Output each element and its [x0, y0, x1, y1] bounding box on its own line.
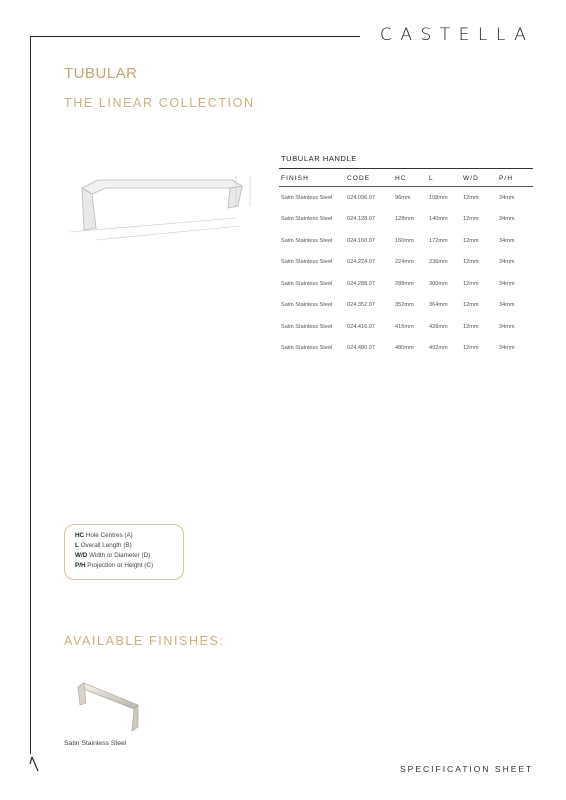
cell-ph: 34mm — [499, 194, 515, 201]
cell-wd: 12mm — [463, 194, 479, 201]
cell-finish: Satin Stainless Steel — [281, 237, 333, 244]
table-row — [279, 252, 533, 274]
table-row — [279, 187, 533, 209]
table-row — [279, 273, 533, 295]
cell-wd: 12mm — [463, 280, 479, 287]
cell-code: 024.352.07 — [347, 302, 375, 309]
column-header-ph: P/H — [497, 169, 533, 187]
brand-logo: CASTELLA — [380, 25, 535, 45]
column-header-code: CODE — [345, 169, 393, 187]
cell-ph: 34mm — [499, 302, 515, 309]
cell-finish: Satin Stainless Steel — [281, 194, 333, 201]
cell-code: 024.288.07 — [347, 280, 375, 287]
column-header-wd: W/D — [461, 169, 497, 187]
legend-text: Overall Length (B) — [80, 542, 132, 549]
table-row — [279, 230, 533, 252]
cell-finish: Satin Stainless Steel — [281, 345, 333, 352]
spec-table-header-row — [279, 169, 533, 187]
spec-table-title: TUBULAR HANDLE — [281, 154, 357, 163]
spec-table — [279, 168, 533, 359]
table-row — [279, 338, 533, 360]
footer-text: SPECIFICATION SHEET — [400, 764, 534, 774]
dimension-legend — [64, 524, 184, 580]
cell-ph: 34mm — [499, 237, 515, 244]
cell-l: 236mm — [429, 259, 448, 266]
table-row — [279, 316, 533, 338]
cell-code: 024.480.07 — [347, 345, 375, 352]
cell-l: 492mm — [429, 345, 448, 352]
cell-code: 024.224.07 — [347, 259, 375, 266]
satin-stainless-steel-handle-image — [68, 677, 148, 737]
legend-text: Width or Diameter (D) — [89, 552, 151, 559]
cell-code: 024.416.07 — [347, 323, 375, 330]
castella-a-logo-icon — [24, 756, 40, 772]
cell-hc: 480mm — [395, 345, 414, 352]
page-title: TUBULAR — [64, 65, 138, 82]
frame-top-line — [30, 36, 360, 37]
cell-hc: 416mm — [395, 323, 414, 330]
cell-finish: Satin Stainless Steel — [281, 259, 333, 266]
frame-left-line — [30, 36, 31, 754]
column-header-l: L — [427, 169, 461, 187]
cell-l: 364mm — [429, 302, 448, 309]
cell-l: 140mm — [429, 216, 448, 223]
cell-l: 108mm — [429, 194, 448, 201]
cell-l: 428mm — [429, 323, 448, 330]
cell-wd: 12mm — [463, 345, 479, 352]
legend-item — [75, 541, 183, 551]
cell-ph: 34mm — [499, 259, 515, 266]
column-header-hc: HC — [393, 169, 427, 187]
cell-ph: 34mm — [499, 280, 515, 287]
legend-abbr: P/H — [75, 562, 86, 569]
legend-item — [75, 551, 183, 561]
finishes-heading: AVAILABLE FINISHES: — [64, 634, 225, 648]
table-row — [279, 209, 533, 231]
cell-l: 300mm — [429, 280, 448, 287]
legend-abbr: L — [75, 542, 79, 549]
finish-label: Satin Stainless Steel — [64, 740, 127, 747]
legend-abbr: HC — [75, 532, 85, 539]
cell-finish: Satin Stainless Steel — [281, 302, 333, 309]
cell-finish: Satin Stainless Steel — [281, 216, 333, 223]
cell-wd: 12mm — [463, 323, 479, 330]
cell-hc: 288mm — [395, 280, 414, 287]
cell-wd: 12mm — [463, 216, 479, 223]
cell-ph: 34mm — [499, 216, 515, 223]
cell-wd: 12mm — [463, 302, 479, 309]
cell-ph: 34mm — [499, 323, 515, 330]
legend-text: Projection or Height (C) — [87, 562, 154, 569]
cell-wd: 12mm — [463, 259, 479, 266]
cell-hc: 160mm — [395, 237, 414, 244]
cell-hc: 96mm — [395, 194, 411, 201]
legend-text: Hole Centres (A) — [85, 532, 133, 539]
page-subtitle: THE LINEAR COLLECTION — [64, 96, 255, 110]
cell-code: 024.160.07 — [347, 237, 375, 244]
cell-code: 024.128.07 — [347, 216, 375, 223]
cell-l: 172mm — [429, 237, 448, 244]
legend-abbr: W/D — [75, 552, 88, 559]
cell-code: 024.096.07 — [347, 194, 375, 201]
cell-ph: 34mm — [499, 345, 515, 352]
legend-item — [75, 531, 183, 541]
handle-technical-drawing — [60, 170, 260, 250]
cell-finish: Satin Stainless Steel — [281, 323, 333, 330]
cell-wd: 12mm — [463, 237, 479, 244]
legend-item — [75, 561, 183, 571]
table-row — [279, 295, 533, 317]
cell-hc: 224mm — [395, 259, 414, 266]
cell-finish: Satin Stainless Steel — [281, 280, 333, 287]
cell-hc: 128mm — [395, 216, 414, 223]
column-header-finish: FINISH — [279, 169, 345, 187]
cell-hc: 352mm — [395, 302, 414, 309]
